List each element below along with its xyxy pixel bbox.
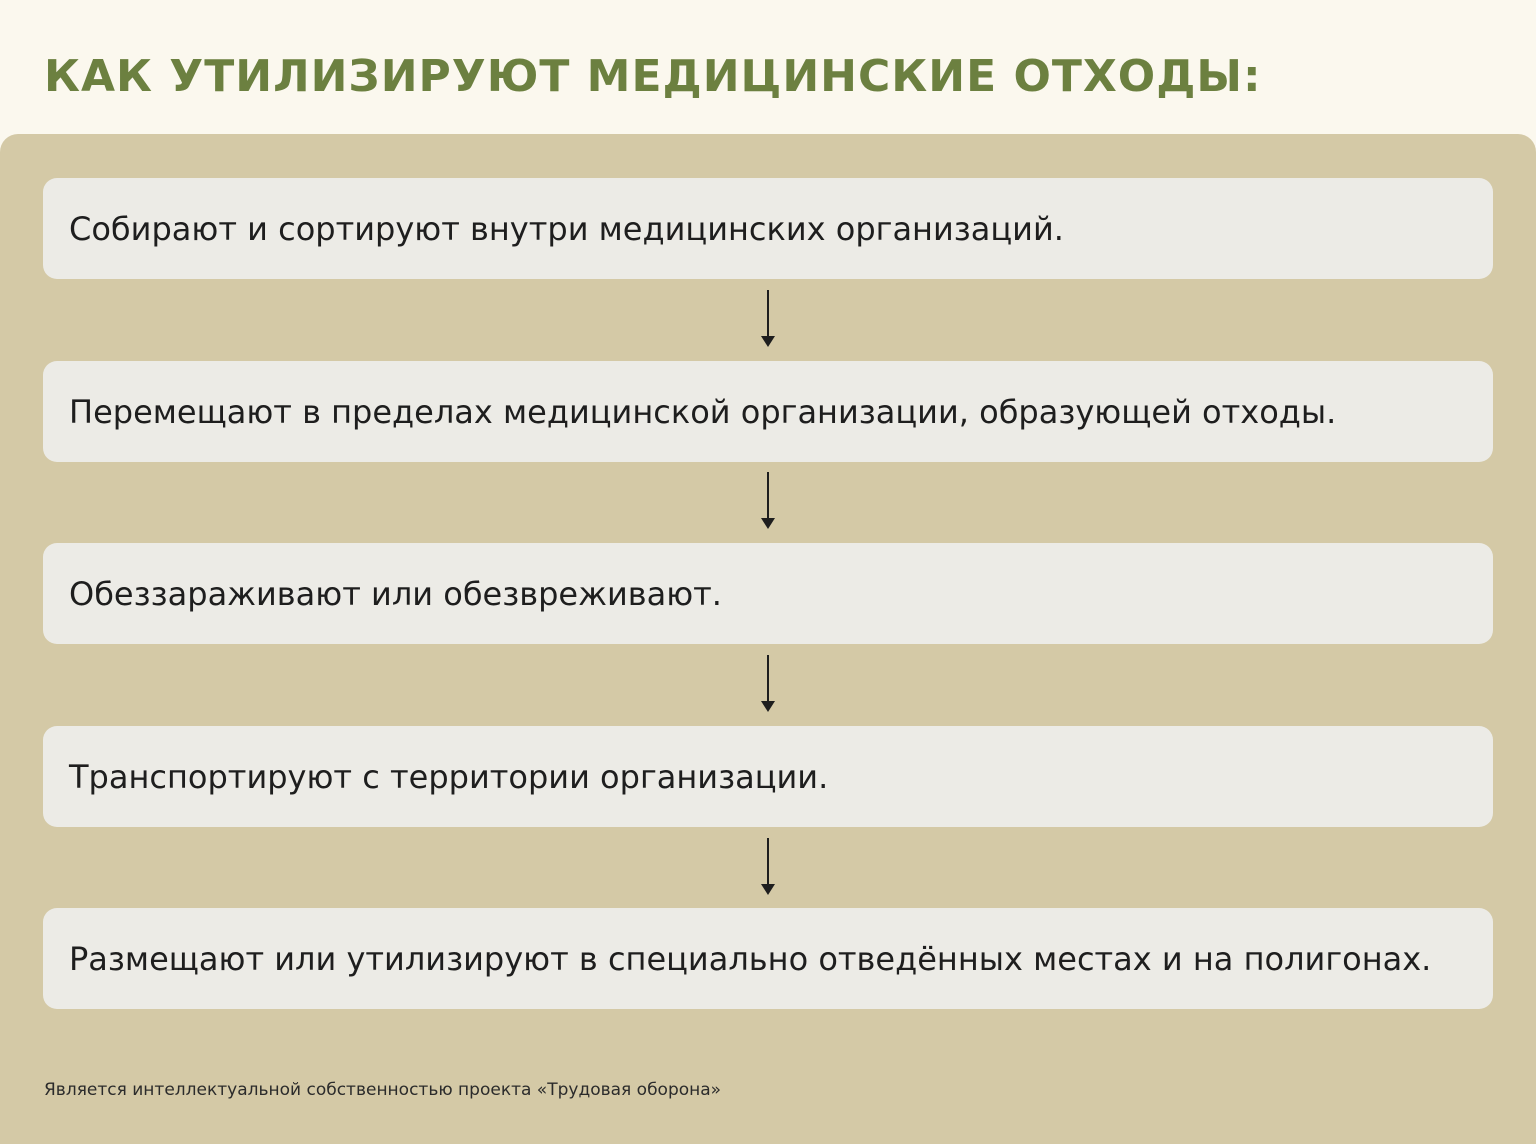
arrow-down-icon — [758, 838, 778, 896]
step-box-3 — [43, 543, 1493, 644]
step-text-5: Размещают или утилизируют в специально отведённых местах и на полигонах. — [69, 939, 1432, 978]
step-box-4 — [43, 726, 1493, 827]
step-text-3: Обеззараживают или обезвреживают. — [69, 574, 722, 613]
step-text-1: Собирают и сортируют внутри медицинских организаций. — [69, 209, 1064, 248]
step-box-1 — [43, 178, 1493, 279]
step-box-2 — [43, 361, 1493, 462]
copyright-note: Является интеллектуальной собственностью проекта «Трудовая оборона» — [44, 1080, 722, 1100]
step-box-5 — [43, 908, 1493, 1009]
arrow-down-icon — [758, 655, 778, 713]
arrow-down-icon — [758, 472, 778, 530]
step-text-4: Транспортируют с территории организации. — [69, 757, 829, 796]
step-text-2: Перемещают в пределах медицинской организации, образующей отходы. — [69, 392, 1337, 431]
arrow-down-icon — [758, 290, 778, 348]
page-title: КАК УТИЛИЗИРУЮТ МЕДИЦИНСКИЕ ОТХОДЫ: — [44, 51, 1262, 102]
